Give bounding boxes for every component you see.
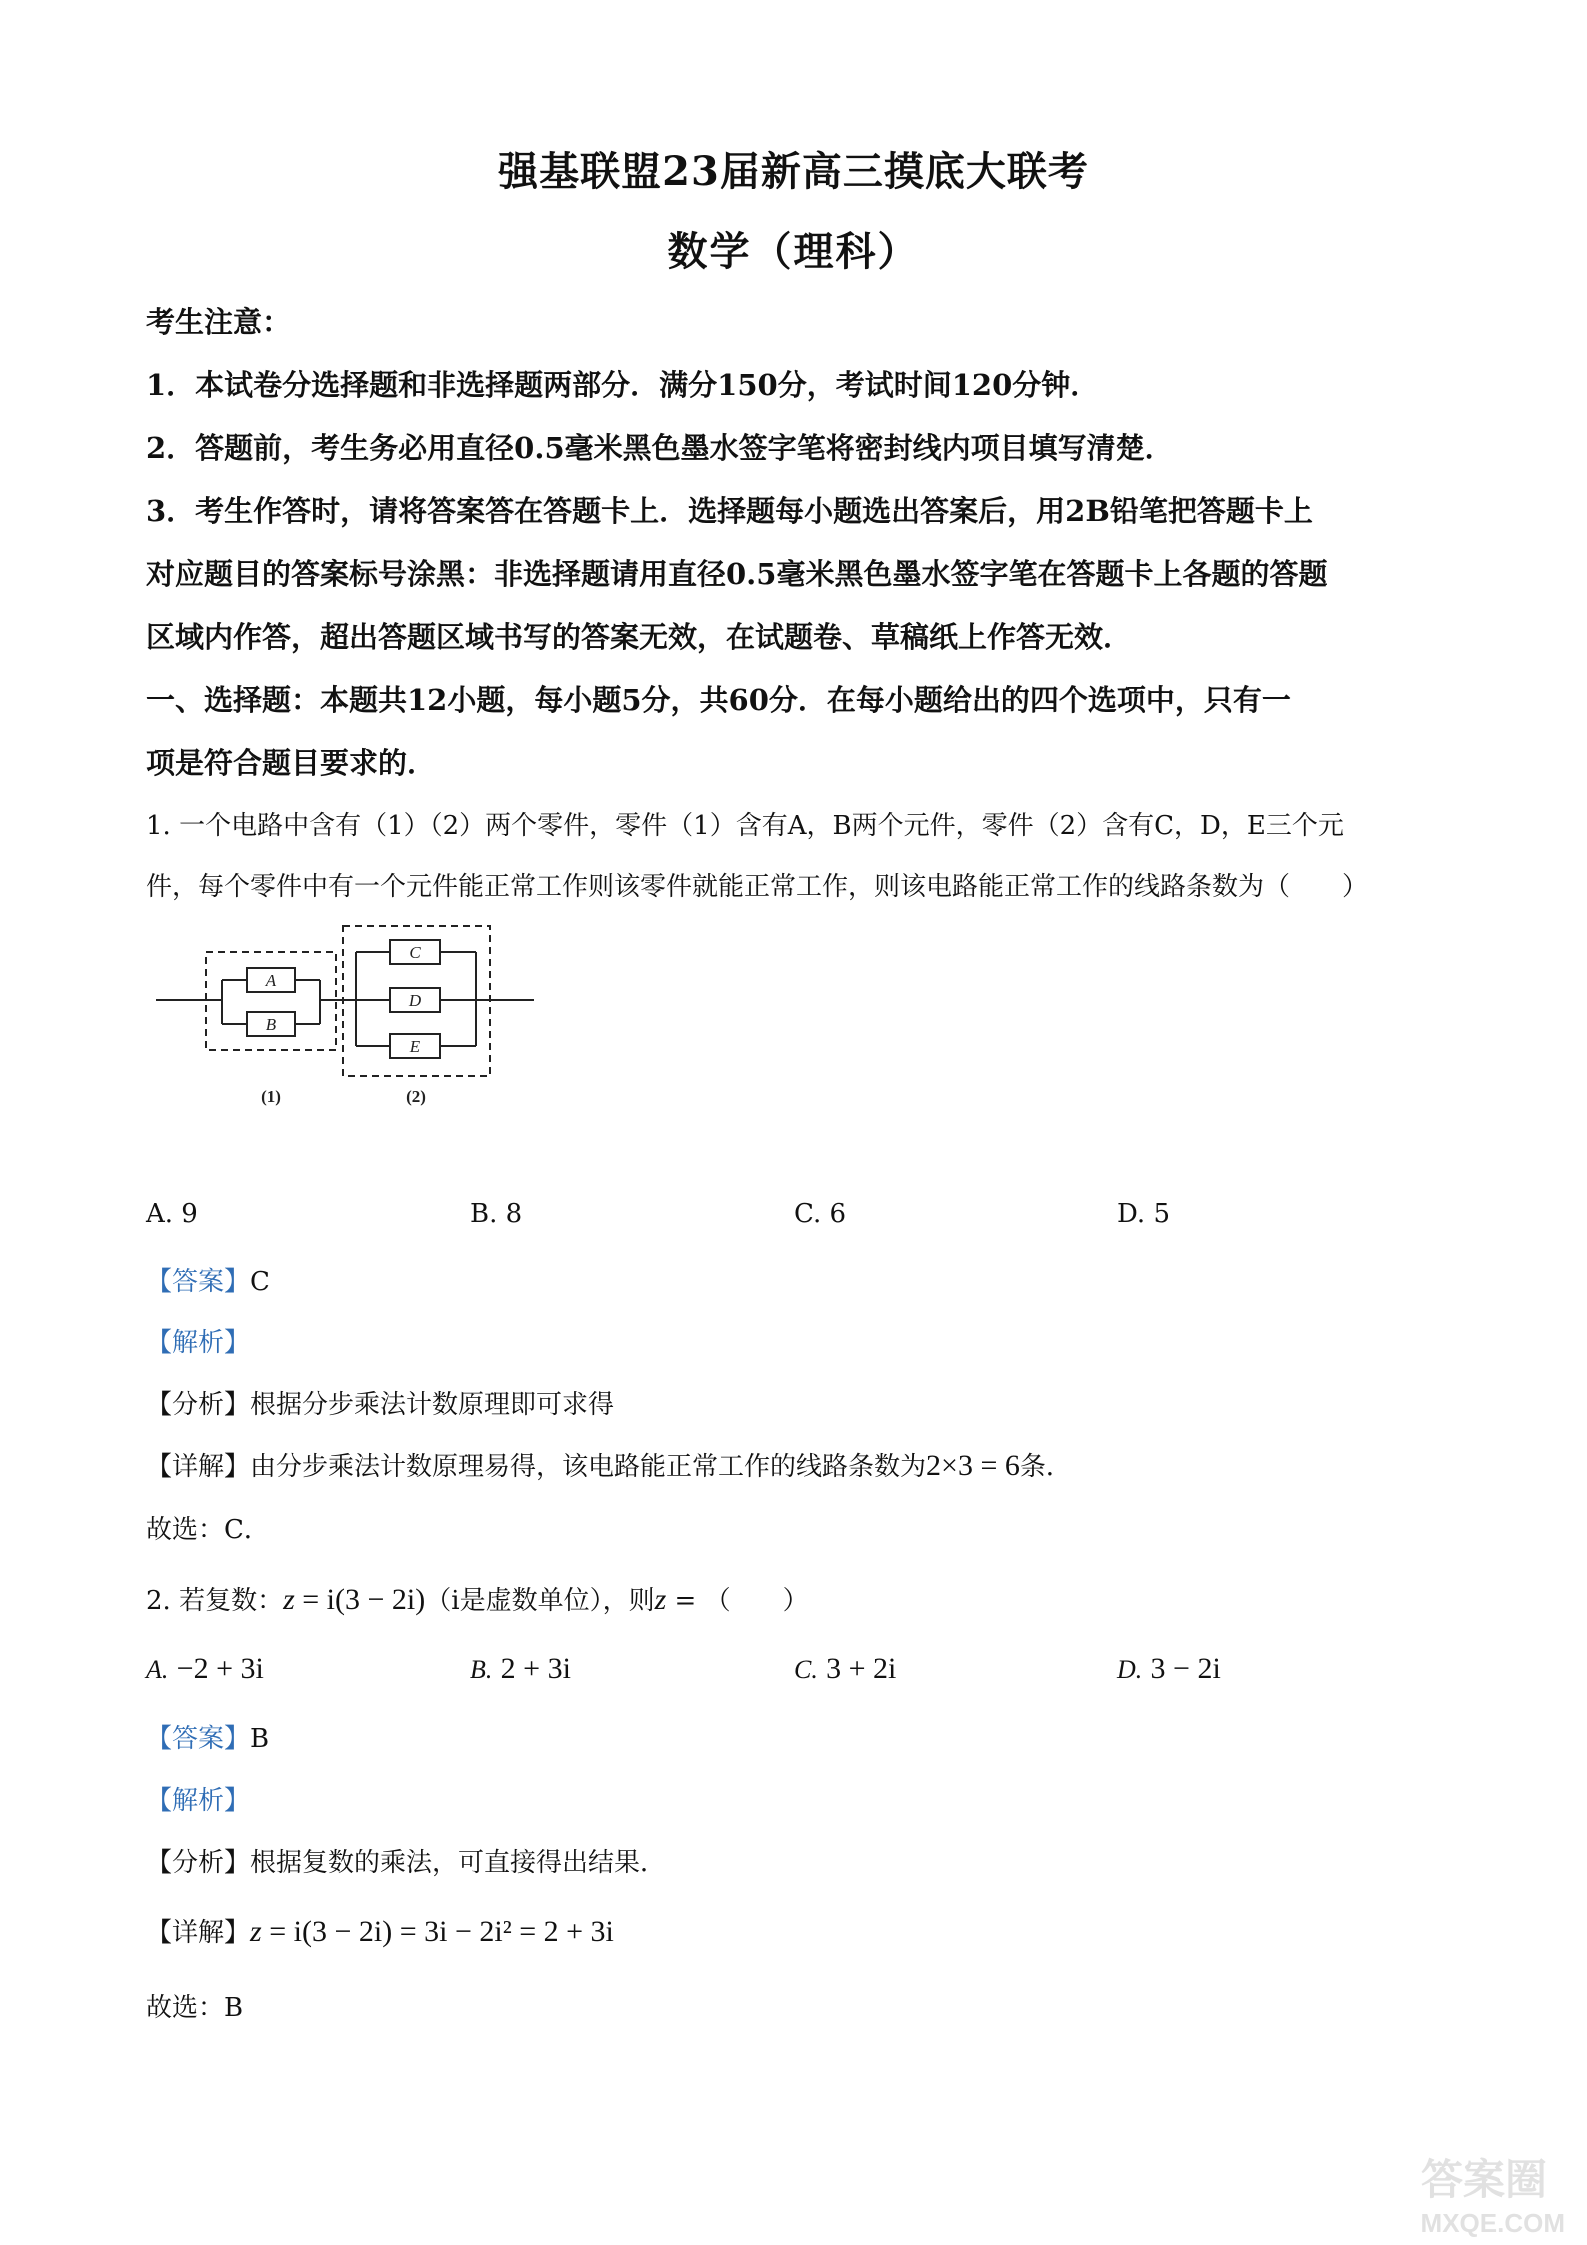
circuit-diagram (150, 918, 540, 1118)
component-d-label: D (408, 991, 422, 1010)
fenxi-tag: 【分析】 (146, 1390, 251, 1420)
part-2-label: (2) (406, 1087, 426, 1106)
fenxi-tag: 【分析】 (146, 1848, 251, 1878)
xiangjie-tag: 【详解】 (146, 1452, 251, 1482)
q2-option-d-letter: D. (1117, 1655, 1143, 1684)
notice-item-3-line-3: 区域内作答，超出答题区域书写的答案无效，在试题卷、草稿纸上作答无效． (146, 620, 1133, 654)
q1-guxuan: 故选：C． (146, 1515, 270, 1545)
q2-option-c-value: 3 + 2i (826, 1652, 897, 1685)
q2-option-b-letter: B. (470, 1655, 493, 1684)
fenxi-text: 根据分步乘法计数原理即可求得 (250, 1390, 615, 1420)
answer-tag: 【答案】 (146, 1267, 251, 1297)
answer-tag: 【答案】 (146, 1724, 251, 1754)
q2-option-d (1117, 1652, 1221, 1686)
notice-item-2: 2．答题前，考生务必用直径0.5毫米黑色墨水签字笔将密封线内项目填写清楚． (146, 431, 1174, 465)
q2-option-b (470, 1652, 571, 1686)
notice-item-1: 1．本试卷分选择题和非选择题两部分．满分150分，考试时间120分钟． (146, 368, 1100, 402)
watermark-logo: 答案圈 (1420, 2156, 1547, 2203)
question-1-line-1: 1. 一个电路中含有（1）（2）两个零件，零件（1）含有A，B两个元件，零件（2）含有C，D，E三个元 (146, 811, 1344, 841)
q2-expr: = i(3 − 2i) (294, 1583, 426, 1616)
xiangjie-tag: 【详解】 (146, 1918, 251, 1948)
answer-value: C (250, 1267, 270, 1297)
watermark-url: MXQE.COM (1420, 2208, 1565, 2238)
section-1-line-1: 一、选择题：本题共12小题，每小题5分，共60分．在每小题给出的四个选项中，只有一 (146, 683, 1291, 717)
q2-z: z (283, 1583, 295, 1616)
xiangjie-math: = i(3 − 2i) = 3i − 2i² = 2 + 3i (261, 1915, 614, 1948)
component-a-label: A (265, 971, 277, 990)
page-subtitle: 数学（理科） (667, 228, 920, 275)
answer-value: B (250, 1724, 270, 1754)
q2-analysis-tag: 【解析】 (146, 1786, 251, 1816)
q2-xiangjie (146, 1912, 614, 1949)
part-1-label: (1) (261, 1087, 281, 1106)
xiangjie-end: 条． (1019, 1452, 1072, 1482)
q2-option-c (794, 1652, 896, 1686)
q1-analysis-tag: 【解析】 (146, 1328, 251, 1358)
q1-fenxi (146, 1384, 614, 1421)
q2-option-a-value: −2 + 3i (176, 1652, 264, 1685)
xiangjie-math: 2×3 = 6 (926, 1449, 1020, 1482)
q2-suffix: （i是虚数单位），则 (425, 1586, 655, 1616)
q2-option-b-value: 2 + 3i (500, 1652, 571, 1685)
xiangjie-text: 由分步乘法计数原理易得，该电路能正常工作的线路条数为 (250, 1452, 927, 1482)
xiangjie-z: z (250, 1915, 262, 1948)
notice-item-3-line-2: 对应题目的答案标号涂黑：非选择题请用直径0.5毫米黑色墨水签字笔在答题卡上各题的答题 (146, 557, 1328, 591)
q1-option-b: B. 8 (470, 1199, 523, 1229)
q2-suffix-z: z (654, 1583, 667, 1616)
q1-option-c: C. 6 (794, 1199, 847, 1229)
notice-heading: 考生注意： (146, 305, 292, 339)
question-2-stem (146, 1580, 809, 1617)
q2-answer (146, 1718, 269, 1755)
q2-fenxi (146, 1842, 666, 1879)
q2-suffix-end: = （ ） (666, 1586, 809, 1616)
component-c-label: C (409, 943, 421, 962)
q1-answer (146, 1261, 270, 1298)
q2-option-d-value: 3 − 2i (1150, 1652, 1221, 1685)
page-title: 强基联盟23届新高三摸底大联考 (498, 148, 1089, 195)
q2-option-a-letter: A. (146, 1655, 169, 1684)
component-b-label: B (265, 1015, 277, 1034)
q2-option-c-letter: C. (794, 1655, 818, 1684)
q2-option-a (146, 1652, 264, 1686)
q1-option-a: A. 9 (146, 1199, 198, 1229)
q2-prefix: 2. 若复数： (146, 1586, 284, 1616)
q2-guxuan: 故选：B (146, 1993, 244, 2023)
fenxi-text: 根据复数的乘法，可直接得出结果． (250, 1848, 667, 1878)
question-1-line-2: 件，每个零件中有一个元件能正常工作则该零件就能正常工作，则该电路能正常工作的线路条数为（ ） (146, 872, 1369, 902)
component-e-label: E (409, 1037, 421, 1056)
q1-option-d: D. 5 (1117, 1199, 1170, 1229)
notice-item-3-line-1: 3．考生作答时，请将答案答在答题卡上．选择题每小题选出答案后，用2B铅笔把答题卡上 (146, 494, 1313, 528)
section-1-line-2: 项是符合题目要求的． (146, 746, 437, 780)
q1-xiangjie (146, 1446, 1072, 1483)
